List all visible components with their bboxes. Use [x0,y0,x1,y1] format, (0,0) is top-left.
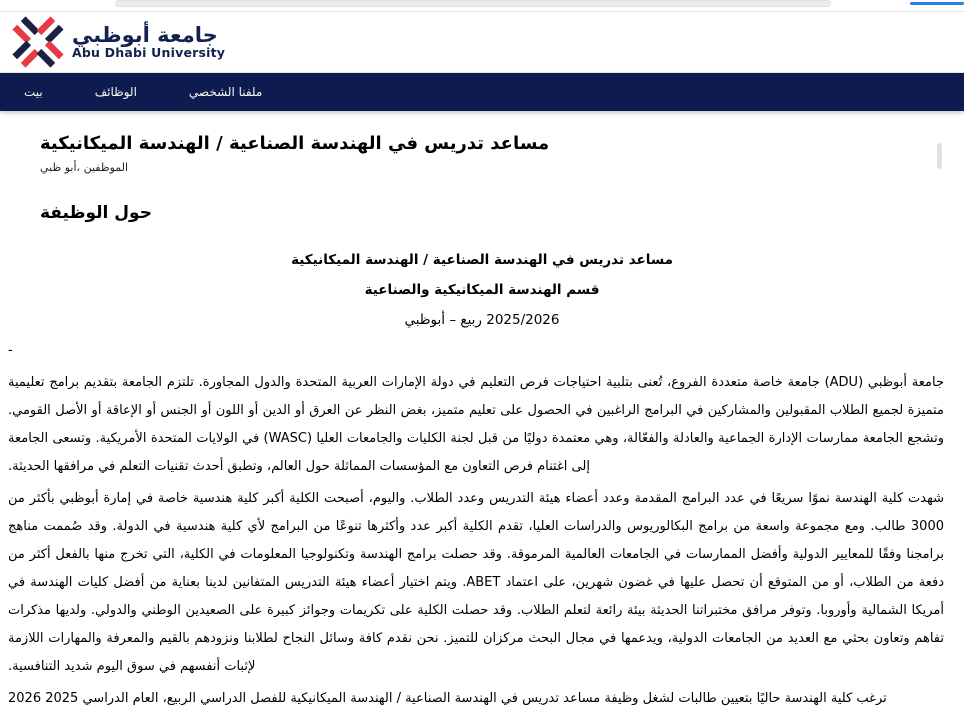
summary-position-line: مساعد تدريس في الهندسة الصناعية / الهندسة الميكانيكية [291,252,673,268]
main-navbar [0,73,964,111]
adu-logo-english-name: Abu Dhabi University [72,45,226,61]
description-paragraph-college: شهدت كلية الهندسة نموًا سريعًا في عدد البرامج المقدمة وعدد أعضاء هيئة التدريس وعدد الطلاب. واليوم، أصبحت الكلية أكبر كلية هندسية خاصة في إمارة أبوظبي بأكثر من 3000 طالب. ومع مجموعة واسعة من برامج البكالوريوس والدراسات العليا، تقدم الكلية أكبر عدد وأكثرها تنوعًا من البرامج لأي كلية هندسية في الدولة. وقد صُممت مناهج برامجنا وفقًا للمعايير الدولية وأفضل الممارسات في الجامعات العالمية المرموقة. وقد حصلت برامج الهندسة وتكنولوجيا المعلومات في الكلية، التي تخرج منها بالفعل أكثر من دفعة من الطلاب، أو من المتوقع أن تحصل عليها في غضون شهرين، على اعتماد ABET. ويتم اختيار أعضاء هيئة التدريس المتفانين لدينا بعناية من أفضل كليات الهندسة في أمريكا الشمالية وأوروبا. وتوفر مرافق مختبراتنا الحديثة بيئة رائعة لتعلم الطلاب. وقد حصلت الكلية على تكريمات وجوائز كبيرة على الصعيدين الوطني والدولي. ولديها مذكرات تفاهم وتعاون بحثي مع العديد من الجامعات الدولية، ويدعمها في مجال البحث مركزان للتميز. نحن نقدم كافة وسائل النجاح لطلابنا ونزودهم بالقيم والمعرفة والمهارات اللازمة لإثبات أنفسهم في سوق اليوم شديد التنافسية. [8,491,944,674]
site-header [0,12,964,73]
summary-department-line: قسم الهندسة الميكانيكية والصناعية [364,282,600,298]
nav-item-jobs[interactable]: الوظائف [94,85,137,99]
job-description [0,337,964,713]
job-location-line: أبو ظبي‎، الموظفين [40,161,129,174]
adu-logo-text [72,24,225,59]
adu-logo-arabic-name: جامعة أبوظبي [72,23,218,48]
job-summary-block [0,245,964,335]
vertical-scrollbar-thumb[interactable] [937,143,942,169]
job-title: مساعد تدريس في الهندسة الصناعية / الهندسة الميكانيكية [40,133,550,154]
adu-logo-mark-icon [12,16,64,68]
summary-term-line: أبوظبي‎ – ربيع‎ 2025/2026 [404,312,560,328]
nav-item-profile[interactable]: ملفنا الشخصي [188,85,263,99]
top-strip [0,0,964,12]
description-paragraph-university: جامعة أبوظبي (ADU) جامعة خاصة متعددة الفروع، تُعنى بتلبية احتياجات فرص التعليم في دولة الإمارات العربية المتحدة والدول المجاورة. تلتزم الجامعة بتقديم برامج تعليمية متميزة لجميع الطلاب المقبولين والمشاركين في البرامج الراغبين في الحصول على تعليم متميز، بغض النظر عن العرق أو الدين أو اللون أو الجنس أو الإعاقة أو الأصل القومي. وتشجع الجامعة ممارسات الإدارة الجماعية والعادلة والفعّالة، وهي معتمدة دوليًا من قبل لجنة الكليات والجامعات العليا (WASC) في الولايات المتحدة الأمريكية. وتسعى الجامعة إلى اغتنام فرص التعاون مع المؤسسات المماثلة حول العالم، وتطبق أحدث تقنيات التعلم في مرافقها الحديثة. [8,375,945,474]
horizontal-scrollbar-thumb[interactable] [115,0,831,7]
job-posting-main [0,132,964,713]
nav-item-home[interactable]: بيت [24,85,43,99]
adu-logo[interactable] [12,16,225,68]
description-dash: - [8,343,13,358]
about-job-heading: حول الوظيفة [40,203,152,223]
top-accent-line [910,2,964,5]
description-paragraph-vacancy: ترغب كلية الهندسة حاليًا بتعيين طالبات لشغل وظيفة مساعد تدريس في الهندسة الصناعية / الهندسة الميكانيكية للفصل الدراسي الربيع، العام الدراسي 2025 2026 [8,691,887,706]
